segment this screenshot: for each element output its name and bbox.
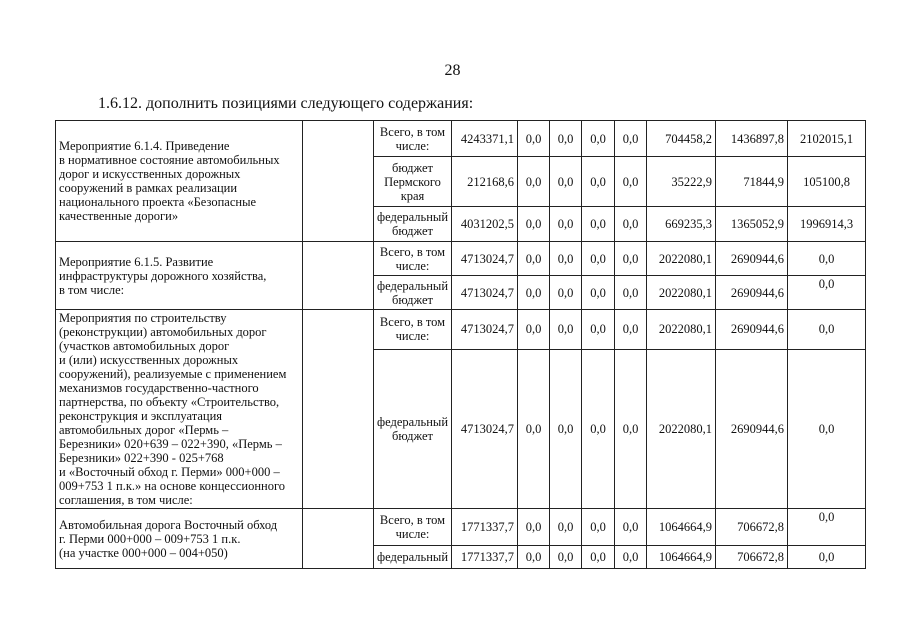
- total-value: 4243371,1: [452, 121, 518, 157]
- year-value: 0,0: [518, 310, 550, 350]
- eastern-bypass-description: [56, 509, 303, 569]
- year-value: 0,0: [518, 121, 550, 157]
- year-value: 0,0: [788, 276, 866, 310]
- description-line: 009+753 1 п.к.» на основе концессионного: [59, 479, 286, 493]
- year-value: 1365052,9: [716, 207, 788, 242]
- measure-6-1-5-description: [56, 242, 303, 310]
- table-row: [56, 310, 866, 350]
- total-value: 1771337,7: [452, 546, 518, 569]
- description-line: в том числе:: [59, 282, 125, 297]
- funding-source: [374, 276, 452, 310]
- description-line: Березники» 022+390 - 025+768: [59, 451, 224, 465]
- blank-cell: [303, 310, 374, 509]
- measure-6-1-4-description: [56, 121, 303, 242]
- description-line: дорог и искусственных дорожных: [59, 167, 241, 181]
- blank-cell: [303, 509, 374, 569]
- funding-source-line: Всего, в том: [379, 315, 446, 330]
- funding-source: [374, 310, 452, 350]
- description-line: национального проекта «Безопасные: [59, 195, 257, 209]
- description-line: и «Восточный обход г. Перми» 000+000 –: [59, 465, 280, 479]
- year-value: 0,0: [582, 276, 615, 310]
- year-value: 2690944,6: [716, 349, 788, 508]
- funding-source-line: бюджет: [392, 428, 433, 443]
- year-value: 1064664,9: [647, 509, 716, 546]
- funding-source-line: края: [400, 188, 425, 203]
- funding-source-line: Пермского: [384, 174, 441, 189]
- description-line: Автомобильная дорога Восточный обход: [59, 517, 278, 532]
- year-value: 0,0: [615, 157, 647, 207]
- year-value: 2022080,1: [647, 310, 716, 350]
- year-value: 0,0: [550, 546, 582, 569]
- year-value: 706672,8: [716, 509, 788, 546]
- description-line: г. Перми 000+000 – 009+753 1 п.к.: [59, 531, 241, 546]
- description-line: (на участке 000+000 – 004+050): [59, 545, 228, 560]
- funding-source-line: числе:: [395, 329, 430, 344]
- year-value: 0,0: [518, 276, 550, 310]
- year-value: 0,0: [518, 349, 550, 508]
- blank-cell: [303, 242, 374, 310]
- description-line: качественные дороги»: [59, 209, 179, 223]
- year-value: 0,0: [615, 310, 647, 350]
- total-value: 1771337,7: [452, 509, 518, 546]
- total-value: 212168,6: [452, 157, 518, 207]
- funding-source-line: Всего, в том: [379, 124, 446, 139]
- year-value: 0,0: [518, 242, 550, 276]
- year-value: 0,0: [582, 121, 615, 157]
- year-value: 0,0: [550, 349, 582, 508]
- description-line: соглашения, в том числе:: [59, 493, 193, 507]
- description-line: Мероприятие 6.1.5. Развитие: [59, 254, 214, 269]
- year-value: 0,0: [582, 546, 615, 569]
- year-value: 0,0: [615, 546, 647, 569]
- year-value: 0,0: [550, 509, 582, 546]
- funding-source: [374, 546, 452, 569]
- year-value: 0,0: [550, 157, 582, 207]
- total-value: 4713024,7: [452, 310, 518, 350]
- year-value: 706672,8: [716, 546, 788, 569]
- year-value: 669235,3: [647, 207, 716, 242]
- year-value: 2022080,1: [647, 276, 716, 310]
- table-row: [56, 121, 866, 157]
- year-value: 0,0: [518, 509, 550, 546]
- total-value: 4713024,7: [452, 276, 518, 310]
- year-value: 0,0: [550, 121, 582, 157]
- year-value: 0,0: [615, 121, 647, 157]
- description-line: в нормативное состояние автомобильных: [59, 153, 280, 167]
- funding-source-line: числе:: [395, 138, 430, 153]
- year-value: 0,0: [788, 310, 866, 350]
- funding-source: [374, 207, 452, 242]
- blank-cell: [303, 121, 374, 242]
- description-line: сооружений в рамках реализации: [59, 181, 238, 195]
- year-value: 2022080,1: [647, 242, 716, 276]
- funding-source-line: федеральный: [377, 278, 449, 293]
- description-line: и (или) искусственных дорожных: [59, 353, 239, 367]
- year-value: 0,0: [582, 207, 615, 242]
- funding-source: [374, 242, 452, 276]
- year-value: 0,0: [518, 546, 550, 569]
- year-value: 0,0: [615, 276, 647, 310]
- year-value: 0,0: [615, 207, 647, 242]
- funding-source-line: федеральный: [377, 414, 449, 429]
- funding-source: [374, 157, 452, 207]
- year-value: 0,0: [518, 207, 550, 242]
- year-value: 0,0: [788, 546, 866, 569]
- section-heading: 1.6.12. дополнить позициями следующего содержания:: [98, 95, 474, 112]
- description-line: инфраструктуры дорожного хозяйства,: [59, 268, 267, 283]
- year-value: 0,0: [518, 157, 550, 207]
- ppp-measures-description: [56, 310, 303, 509]
- description-line: Березники» 020+639 – 022+390, «Пермь –: [59, 437, 282, 451]
- page-number: 28: [444, 62, 461, 79]
- year-value: 0,0: [788, 509, 866, 546]
- description-line: сооружений), реализуемые с применением: [59, 367, 287, 381]
- year-value: 71844,9: [716, 157, 788, 207]
- description-line: Мероприятие 6.1.4. Приведение: [59, 139, 230, 153]
- year-value: 0,0: [582, 310, 615, 350]
- description-line: (участков автомобильных дорог: [59, 339, 230, 353]
- total-value: 4713024,7: [452, 242, 518, 276]
- year-value: 105100,8: [788, 157, 866, 207]
- year-value: 0,0: [582, 157, 615, 207]
- funding-source-line: бюджет: [392, 224, 433, 238]
- year-value: 0,0: [582, 242, 615, 276]
- description-line: механизмов государственно-частного: [59, 381, 259, 395]
- year-value: 1996914,3: [788, 207, 866, 242]
- description-line: автомобильных дорог «Пермь –: [59, 423, 229, 437]
- year-value: 704458,2: [647, 121, 716, 157]
- year-value: 2022080,1: [647, 349, 716, 508]
- year-value: 2690944,6: [716, 310, 788, 350]
- year-value: 0,0: [788, 349, 866, 508]
- year-value: 2690944,6: [716, 242, 788, 276]
- funding-source: [374, 509, 452, 546]
- year-value: 2690944,6: [716, 276, 788, 310]
- year-value: 0,0: [550, 242, 582, 276]
- total-value: 4713024,7: [452, 349, 518, 508]
- funding-source-line: числе:: [395, 527, 430, 541]
- funding-source-line: Всего, в том: [379, 513, 446, 527]
- year-value: 1436897,8: [716, 121, 788, 157]
- funding-source-line: числе:: [395, 258, 430, 273]
- funding-source-line: бюджет: [392, 292, 433, 307]
- year-value: 0,0: [550, 276, 582, 310]
- funding-source-line: федеральный: [377, 210, 449, 224]
- year-value: 0,0: [582, 509, 615, 546]
- table-row: [56, 242, 866, 276]
- description-line: (реконструкции) автомобильных дорог: [59, 325, 267, 339]
- budget-table: [55, 120, 866, 569]
- funding-source: [374, 349, 452, 508]
- funding-source-line: федеральный: [377, 550, 449, 564]
- year-value: 1064664,9: [647, 546, 716, 569]
- description-line: Мероприятия по строительству: [59, 311, 227, 325]
- year-value: 35222,9: [647, 157, 716, 207]
- year-value: 0,0: [582, 349, 615, 508]
- year-value: 0,0: [550, 310, 582, 350]
- funding-source-line: бюджет: [392, 160, 433, 175]
- year-value: 0,0: [615, 349, 647, 508]
- table-row: [56, 509, 866, 546]
- funding-source-line: Всего, в том: [379, 244, 446, 259]
- year-value: 0,0: [615, 242, 647, 276]
- year-value: 2102015,1: [788, 121, 866, 157]
- year-value: 0,0: [615, 509, 647, 546]
- year-value: 0,0: [550, 207, 582, 242]
- description-line: реконструкция и эксплуатация: [59, 409, 223, 423]
- total-value: 4031202,5: [452, 207, 518, 242]
- funding-source: [374, 121, 452, 157]
- description-line: партнерства, по объекту «Строительство,: [59, 395, 280, 409]
- year-value: 0,0: [788, 242, 866, 276]
